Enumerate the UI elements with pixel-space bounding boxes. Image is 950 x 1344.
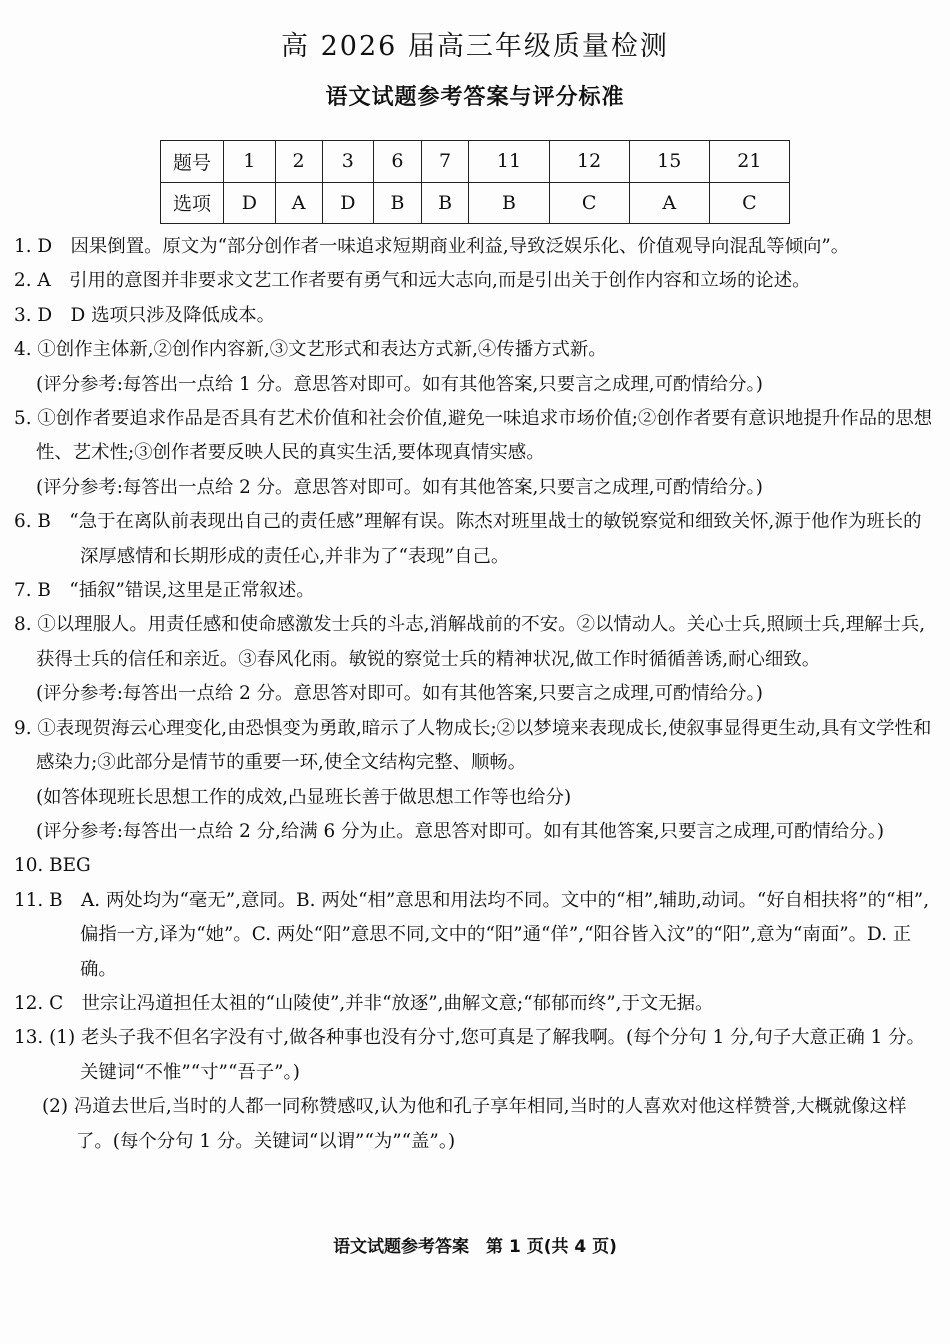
table-cell-option: A bbox=[629, 182, 709, 224]
answer-5-scoring-note: (评分参考:每答出一点给 2 分。意思答对即可。如有其他答案,只要言之成理,可酌情给分。) bbox=[36, 476, 763, 498]
answer-10: 10. BEG bbox=[14, 855, 91, 877]
page-footer: 语文试题参考答案 第 1 页(共 4 页) bbox=[333, 1237, 617, 1257]
table-cell-number: 12 bbox=[549, 141, 629, 183]
answer-9: 9. ①表现贺海云心理变化,由恐惧变为勇敢,暗示了人物成长;②以梦境来表现成长,使叙事显得更生动,具有文学性和感染力;③此部分是情节的重要一环,使全文结构完整、顺畅。 bbox=[14, 717, 932, 774]
answer-13-2: (2) 冯道去世后,当时的人都一同称赞感叹,认为他和孔子享年相同,当时的人喜欢对他这样赞誉,大概就像这样了。(每个分句 1 分。关键词“以谓”“为”“盖”。) bbox=[42, 1096, 907, 1152]
answer-12: 12. C 世宗让冯道担任太祖的“山陵使”,并非“放逐”,曲解文意;“郁郁而终”,于文无据。 bbox=[14, 992, 714, 1014]
page-title: 高 2026 届高三年级质量检测 bbox=[281, 31, 669, 62]
answer-table bbox=[160, 140, 790, 224]
table-cell-number: 2 bbox=[275, 141, 322, 183]
table-cell-number: 15 bbox=[629, 141, 709, 183]
table-row-numbers bbox=[161, 141, 790, 183]
table-cell-option: B bbox=[469, 182, 549, 224]
answer-6: 6. B “急于在离队前表现出自己的责任感”理解有误。陈杰对班里战士的敏锐察觉和细致关怀,源于他作为班长的深厚感情和长期形成的责任心,并非为了“表现”自己。 bbox=[14, 511, 922, 567]
table-cell-option: C bbox=[549, 182, 629, 224]
table-header-option: 选项 bbox=[161, 182, 224, 224]
answer-8-scoring-note: (评分参考:每答出一点给 2 分。意思答对即可。如有其他答案,只要言之成理,可酌情给分。) bbox=[36, 683, 763, 705]
table-row-options bbox=[161, 182, 790, 224]
answer-7: 7. B “插叙”错误,这里是正常叙述。 bbox=[14, 580, 315, 602]
table-cell-number: 11 bbox=[469, 141, 549, 183]
table-cell-number: 21 bbox=[709, 141, 789, 183]
answer-list bbox=[14, 230, 934, 1159]
answer-3: 3. D D 选项只涉及降低成本。 bbox=[14, 304, 276, 326]
answer-4: 4. ①创作主体新,②创作内容新,③文艺形式和表达方式新,④传播方式新。 bbox=[14, 339, 607, 361]
answer-9-note: (如答体现班长思想工作的成效,凸显班长善于做思想工作等也给分) bbox=[36, 786, 572, 808]
table-cell-number: 1 bbox=[224, 141, 276, 183]
answer-13-1: 13. (1) 老头子我不但名字没有寸,做各种事也没有分寸,您可真是了解我啊。(每个分句 1 分,句子大意正确 1 分。关键词“不惟”“寸”“吾子”。) bbox=[14, 1027, 925, 1083]
answer-4-scoring-note: (评分参考:每答出一点给 1 分。意思答对即可。如有其他答案,只要言之成理,可酌情给分。) bbox=[36, 373, 763, 395]
table-cell-option: A bbox=[275, 182, 322, 224]
table-cell-number: 6 bbox=[374, 141, 422, 183]
answer-9-scoring-note: (评分参考:每答出一点给 2 分,给满 6 分为止。意思答对即可。如有其他答案,只要言之成理,可酌情给分。) bbox=[36, 820, 885, 842]
answer-11: 11. B A. 两处均为“毫无”,意同。B. 两处“相”意思和用法均不同。文中的“相”,辅助,动词。“好自相扶将”的“相”,偏指一方,译为“她”。C. 两处“阳”意思不同,文中的“阳”通“佯”,“阳谷皆入汶”的“阳”,意为“南面”。D. 正确。 bbox=[14, 889, 930, 980]
table-cell-number: 7 bbox=[421, 141, 469, 183]
answer-1: 1. D 因果倒置。原文为“部分创作者一味追求短期商业利益,导致泛娱乐化、价值观导向混乱等倾向”。 bbox=[14, 236, 850, 257]
table-cell-option: B bbox=[374, 182, 422, 224]
answer-8: 8. ①以理服人。用责任感和使命感激发士兵的斗志,消解战前的不安。②以情动人。关心士兵,照顾士兵,理解士兵,获得士兵的信任和亲近。③春风化雨。敏锐的察觉士兵的精神状况,做工作时循循善诱,耐心细致。 bbox=[14, 614, 926, 670]
table-cell-option: D bbox=[224, 182, 276, 224]
answer-2: 2. A 引用的意图并非要求文艺工作者要有勇气和远大志向,而是引出关于创作内容和立场的论述。 bbox=[14, 270, 811, 292]
table-cell-option: D bbox=[322, 182, 374, 224]
table-header-number: 题号 bbox=[161, 141, 224, 183]
page-subtitle: 语文试题参考答案与评分标准 bbox=[325, 85, 625, 110]
table-cell-option: B bbox=[421, 182, 469, 224]
answer-5: 5. ①创作者要追求作品是否具有艺术价值和社会价值,避免一味追求市场价值;②创作者要有意识地提升作品的思想性、艺术性;③创作者要反映人民的真实生活,要体现真情实感。 bbox=[14, 408, 933, 464]
table-cell-number: 3 bbox=[322, 141, 374, 183]
table-cell-option: C bbox=[709, 182, 789, 224]
